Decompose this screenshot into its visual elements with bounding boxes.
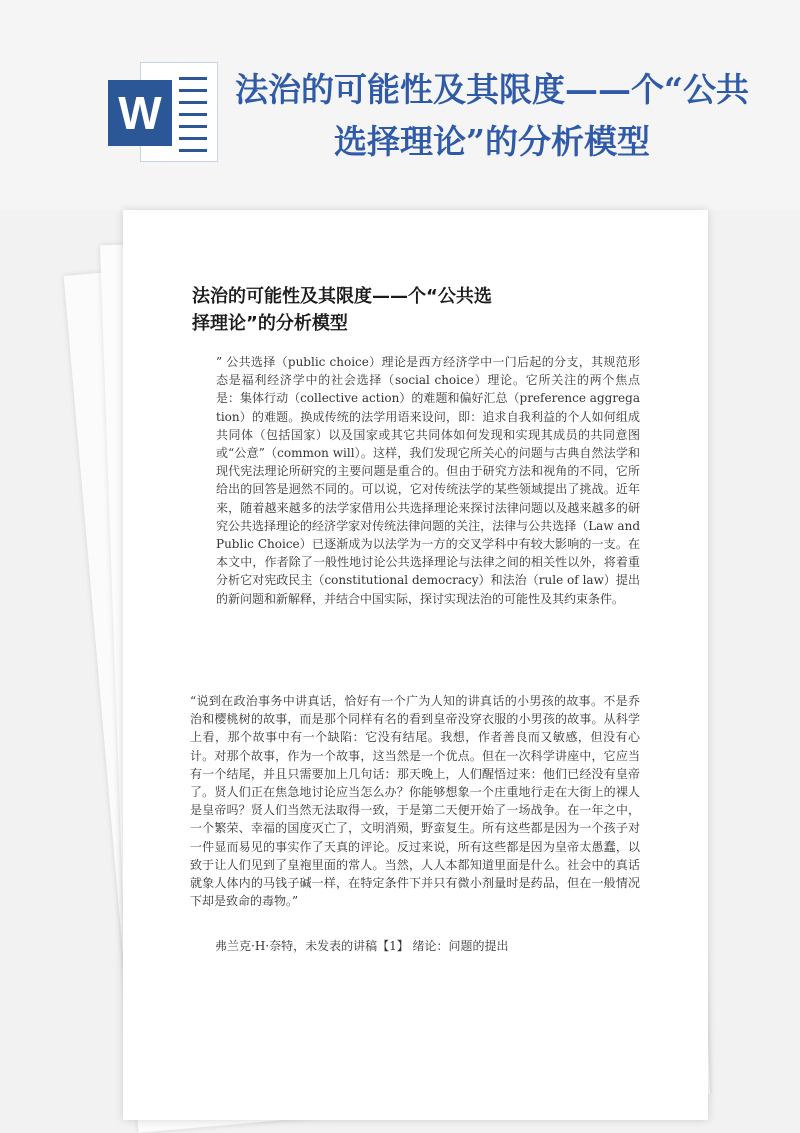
abstract-paragraph [190,353,640,608]
document-title: 法治的可能性及其限度——个“公共选择理论”的分析模型 [192,286,492,334]
banner-title: 法治的可能性及其限度——个“公共选择理论”的分析模型 [235,70,749,161]
header-banner [0,0,800,210]
word-logo-letter: W [108,80,172,146]
quote-paragraph: “说到在政治事务中讲真话，恰好有一个广为人知的讲真话的小男孩的故事。不是乔治和樱桃树的故事，而是那个同样有名的看到皇帝没穿衣服的小男孩的故事。从科学上看，那个故事中有一个缺陷：它没有结尾。我想，作者善良而又敏感，但没有心计。对那个故事，作为一个故事，这当然是一个优点。但在一次科学讲座中，它应当有一个结尾，并且只需要加上几句话：那天晚上，人们醒悟过来：他们已经没有皇帝了。贤人们正在焦急地讨论应当怎么办？你能够想象一个庄重地行走在大街上的裸人是皇帝吗？贤人们当然无法取得一致，于是第二天便开始了一场战争。在一年之中，一个繁荣、幸福的国度灭亡了，文明消殒，野蛮复生。所有这些都是因为一个孩子对一件显而易见的事实作了天真的评论。反过来说，所有这些都是因为皇帝太愚蠢，以致于让人们见到了皇袍里面的常人。当然，人人本都知道里面是什么。社会中的真话就象人体内的马钱子碱一样，在特定条件下并只有微小剂量时是药品，但在一般情况下却是致命的毒物。” [190,694,640,909]
quote-citation: 弗兰克·H·奈特，未发表的讲稿【1】 绪论：问题的提出 [215,939,509,953]
document-page [123,210,708,1120]
word-document-icon [108,62,218,162]
abstract-text: ” 公共选择（public choice）理论是西方经济学中一门后起的分支，其规范形态是福利经济学中的社会选择（social choice）理论。它所关注的两个焦点是：集体行动（collective action）的难题和偏好汇总（preference aggregation）的难题。换成传统的法学用语来设问，即：追求自我利益的个人如何组成共同体（包括国家）以及国家或其它共同体如何发现和实现其成员的共同意图或“公意”（common will）。这样，我们发现它所关心的问题与古典自然法学和现代宪法理论所研究的主要问题是重合的。但由于研究方法和视角的不同，它所给出的回答是迥然不同的。可以说，它对传统法学的某些领域提出了挑战。近年来，随着越来越多的法学家借用公共选择理论来探讨法律问题以及越来越多的研究公共选择理论的经济学家对传统法律问题的关注，法律与公共选择（Law and Public Choice）已逐渐成为以法学为一方的交叉学科中有较大影响的一支。在本文中，作者除了一般性地讨论公共选择理论与法律之间的相关性以外，将着重分析它对宪政民主（constitutional democracy）和法治（rule of law）提出的新问题和新解释，并结合中国实际，探讨实现法治的可能性及其约束条件。 [216,355,640,606]
